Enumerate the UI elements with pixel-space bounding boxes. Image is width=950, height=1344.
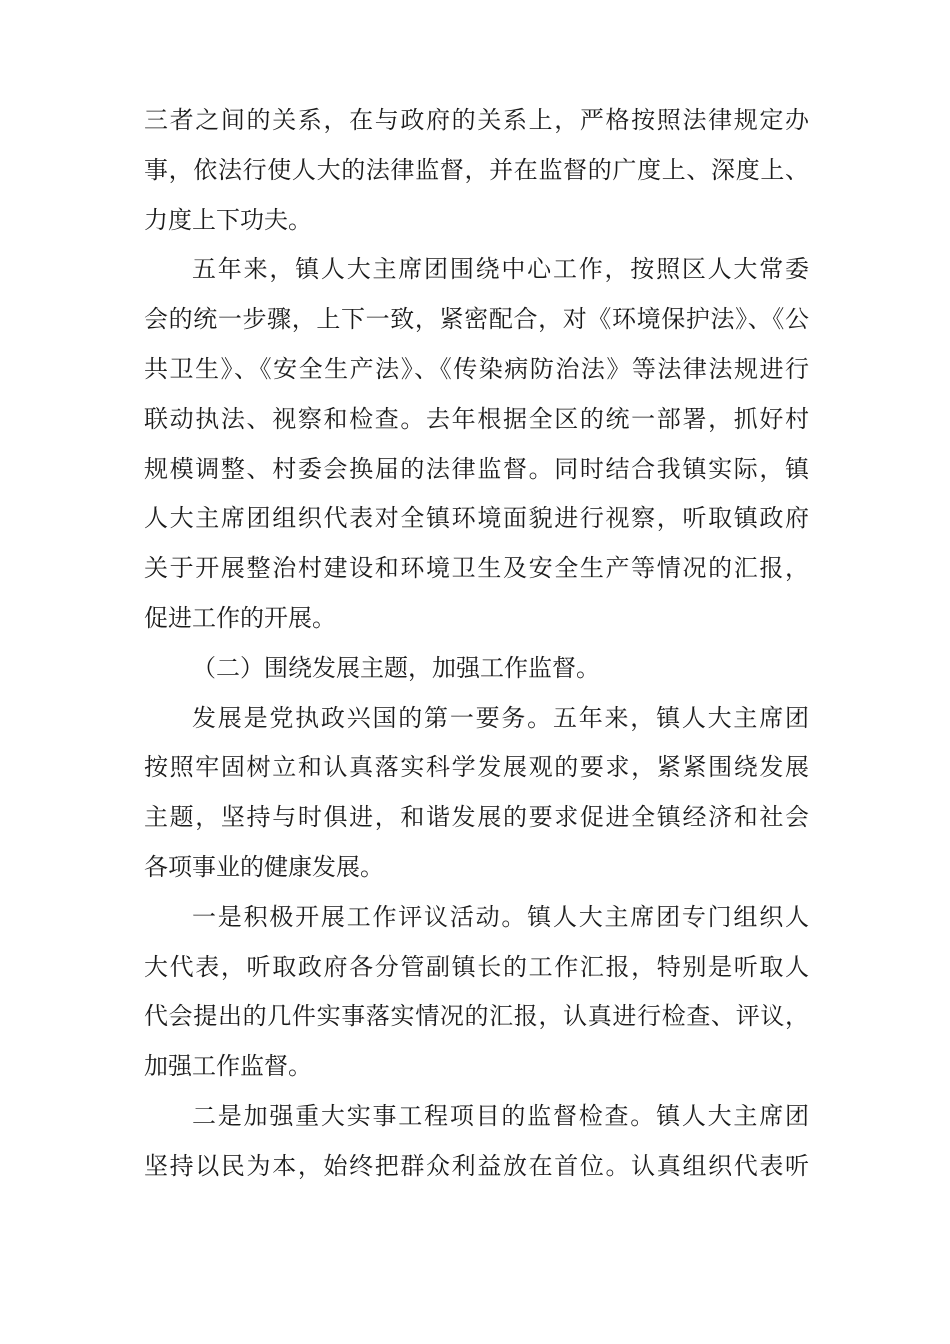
text-line: 代会提出的几件实事落实情况的汇报，认真进行检查、评议， (144, 1002, 809, 1031)
text-line: 发展是党执政兴国的第一要务。五年来，镇人大主席团 (192, 703, 809, 732)
text-line: 联动执法、视察和检查。去年根据全区的统一部署，抓好村 (144, 404, 809, 433)
text-line: 会的统一步骤，上下一致，紧密配合，对《环境保护法》、《公 (144, 305, 809, 334)
text-line: 共卫生》、《安全生产法》、《传染病防治法》等法律法规进行 (144, 354, 809, 383)
text-line: 关于开展整治村建设和环境卫生及安全生产等情况的汇报， (144, 554, 809, 583)
text-line: 大代表，听取政府各分管副镇长的工作汇报，特别是听取人 (144, 952, 809, 981)
text-line: （二）围绕发展主题，加强工作监督。 (192, 653, 600, 682)
text-line: 五年来，镇人大主席团围绕中心工作，按照区人大常委 (192, 255, 809, 284)
text-line: 按照牢固树立和认真落实科学发展观的要求，紧紧围绕发展 (144, 753, 809, 782)
text-line: 三者之间的关系，在与政府的关系上，严格按照法律规定办 (144, 106, 809, 134)
text-line: 一是积极开展工作评议活动。镇人大主席团专门组织人 (192, 902, 809, 931)
text-line: 人大主席团组织代表对全镇环境面貌进行视察，听取镇政府 (144, 504, 809, 533)
text-line: 力度上下功夫。 (144, 205, 312, 234)
text-line: 主题，坚持与时俱进，和谐发展的要求促进全镇经济和社会 (144, 803, 809, 832)
text-line: 促进工作的开展。 (144, 603, 336, 632)
text-line: 坚持以民为本，始终把群众利益放在首位。认真组织代表听 (144, 1151, 809, 1180)
text-line: 各项事业的健康发展。 (144, 852, 384, 881)
text-line: 事，依法行使人大的法律监督，并在监督的广度上、深度上、 (144, 155, 809, 184)
document-body (144, 96, 809, 1192)
text-line: 加强工作监督。 (144, 1052, 312, 1081)
text-line: 规模调整、村委会换届的法律监督。同时结合我镇实际，镇 (144, 454, 809, 483)
text-line: 二是加强重大实事工程项目的监督检查。镇人大主席团 (192, 1101, 809, 1130)
